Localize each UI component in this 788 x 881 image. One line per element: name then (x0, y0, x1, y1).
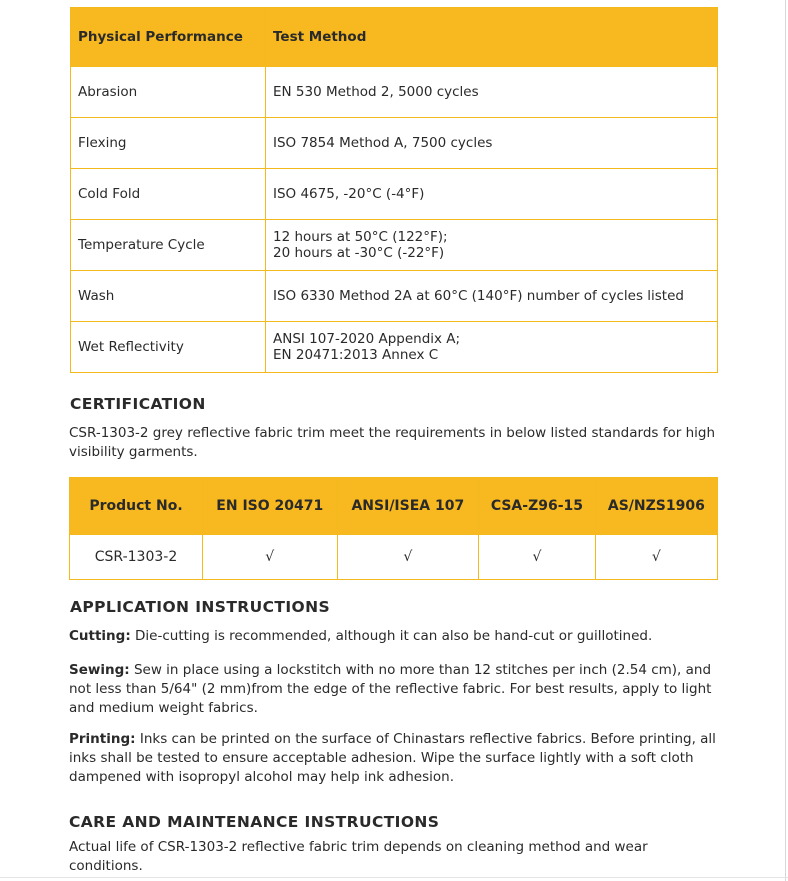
property-cell: Flexing (71, 118, 266, 169)
check-icon: √ (479, 535, 596, 580)
page-edge (785, 0, 786, 881)
sewing-label: Sewing: (69, 662, 130, 678)
method-cell: EN 530 Method 2, 5000 cycles (266, 67, 718, 118)
certification-table-header (70, 478, 718, 535)
method-line: 20 hours at -30°C (-22°F) (273, 245, 445, 261)
printing-paragraph (69, 730, 724, 787)
sewing-paragraph (69, 661, 724, 718)
header-test-method: Test Method (266, 8, 718, 67)
table-row (71, 220, 718, 271)
property-cell: Wash (71, 271, 266, 322)
table-row (71, 271, 718, 322)
check-icon: √ (595, 535, 717, 580)
table-row (70, 535, 718, 580)
care-text: Actual life of CSR-1303-2 reflective fabric trim depends on cleaning method and wear conditions. (69, 839, 648, 874)
method-line: 12 hours at 50°C (122°F); (273, 229, 448, 245)
method-cell: ISO 6330 Method 2A at 60°C (140°F) number of cycles listed (266, 271, 718, 322)
property-cell: Cold Fold (71, 169, 266, 220)
table-row (71, 67, 718, 118)
method-line: ANSI 107-2020 Appendix A; (273, 331, 461, 347)
header-product-no: Product No. (70, 478, 203, 535)
cutting-label: Cutting: (69, 628, 131, 644)
method-cell: ISO 7854 Method A, 7500 cycles (266, 118, 718, 169)
performance-table-header (71, 8, 718, 67)
certification-text: CSR-1303-2 grey reflective fabric trim meet the requirements in below listed standards for high visibility garments. (69, 425, 716, 460)
cutting-paragraph (69, 627, 724, 646)
check-icon: √ (203, 535, 338, 580)
header-en-iso-20471: EN ISO 20471 (203, 478, 338, 535)
header-as-nzs1906: AS/NZS1906 (595, 478, 717, 535)
property-cell: Abrasion (71, 67, 266, 118)
certification-heading: CERTIFICATION (70, 395, 206, 413)
sewing-text: Sew in place using a lockstitch with no more than 12 stitches per inch (2.54 cm), and not less than 5/64" (2 mm)from the edge of the reflective fabric. For best results, apply to light and medium weight fabrics. (69, 662, 712, 716)
header-physical-performance: Physical Performance (71, 8, 266, 67)
check-icon: √ (337, 535, 479, 580)
care-heading: CARE AND MAINTENANCE INSTRUCTIONS (69, 813, 440, 831)
product-no-cell: CSR-1303-2 (70, 535, 203, 580)
page-footer-line (0, 877, 788, 878)
method-cell: ISO 4675, -20°C (-4°F) (266, 169, 718, 220)
performance-table (70, 7, 718, 373)
header-ansi-isea-107: ANSI/ISEA 107 (337, 478, 479, 535)
printing-text: Inks can be printed on the surface of Chinastars reflective fabrics. Before printing, all inks shall be tested to ensure acceptable adhesion. Wipe the surface lightly with a soft cloth dampened with isopropyl alcohol may help ink adhesion. (69, 731, 716, 785)
property-cell: Wet Reflectivity (71, 322, 266, 373)
cutting-text: Die-cutting is recommended, although it can also be hand-cut or guillotined. (130, 628, 653, 644)
table-row (71, 169, 718, 220)
certification-table (69, 477, 718, 580)
method-cell (266, 220, 718, 271)
property-cell: Temperature Cycle (71, 220, 266, 271)
header-csa-z96-15: CSA-Z96-15 (479, 478, 596, 535)
table-row (71, 322, 718, 373)
table-row (71, 118, 718, 169)
method-cell (266, 322, 718, 373)
method-line: EN 20471:2013 Annex C (273, 347, 439, 363)
printing-label: Printing: (69, 731, 136, 747)
application-heading: APPLICATION INSTRUCTIONS (70, 598, 331, 616)
